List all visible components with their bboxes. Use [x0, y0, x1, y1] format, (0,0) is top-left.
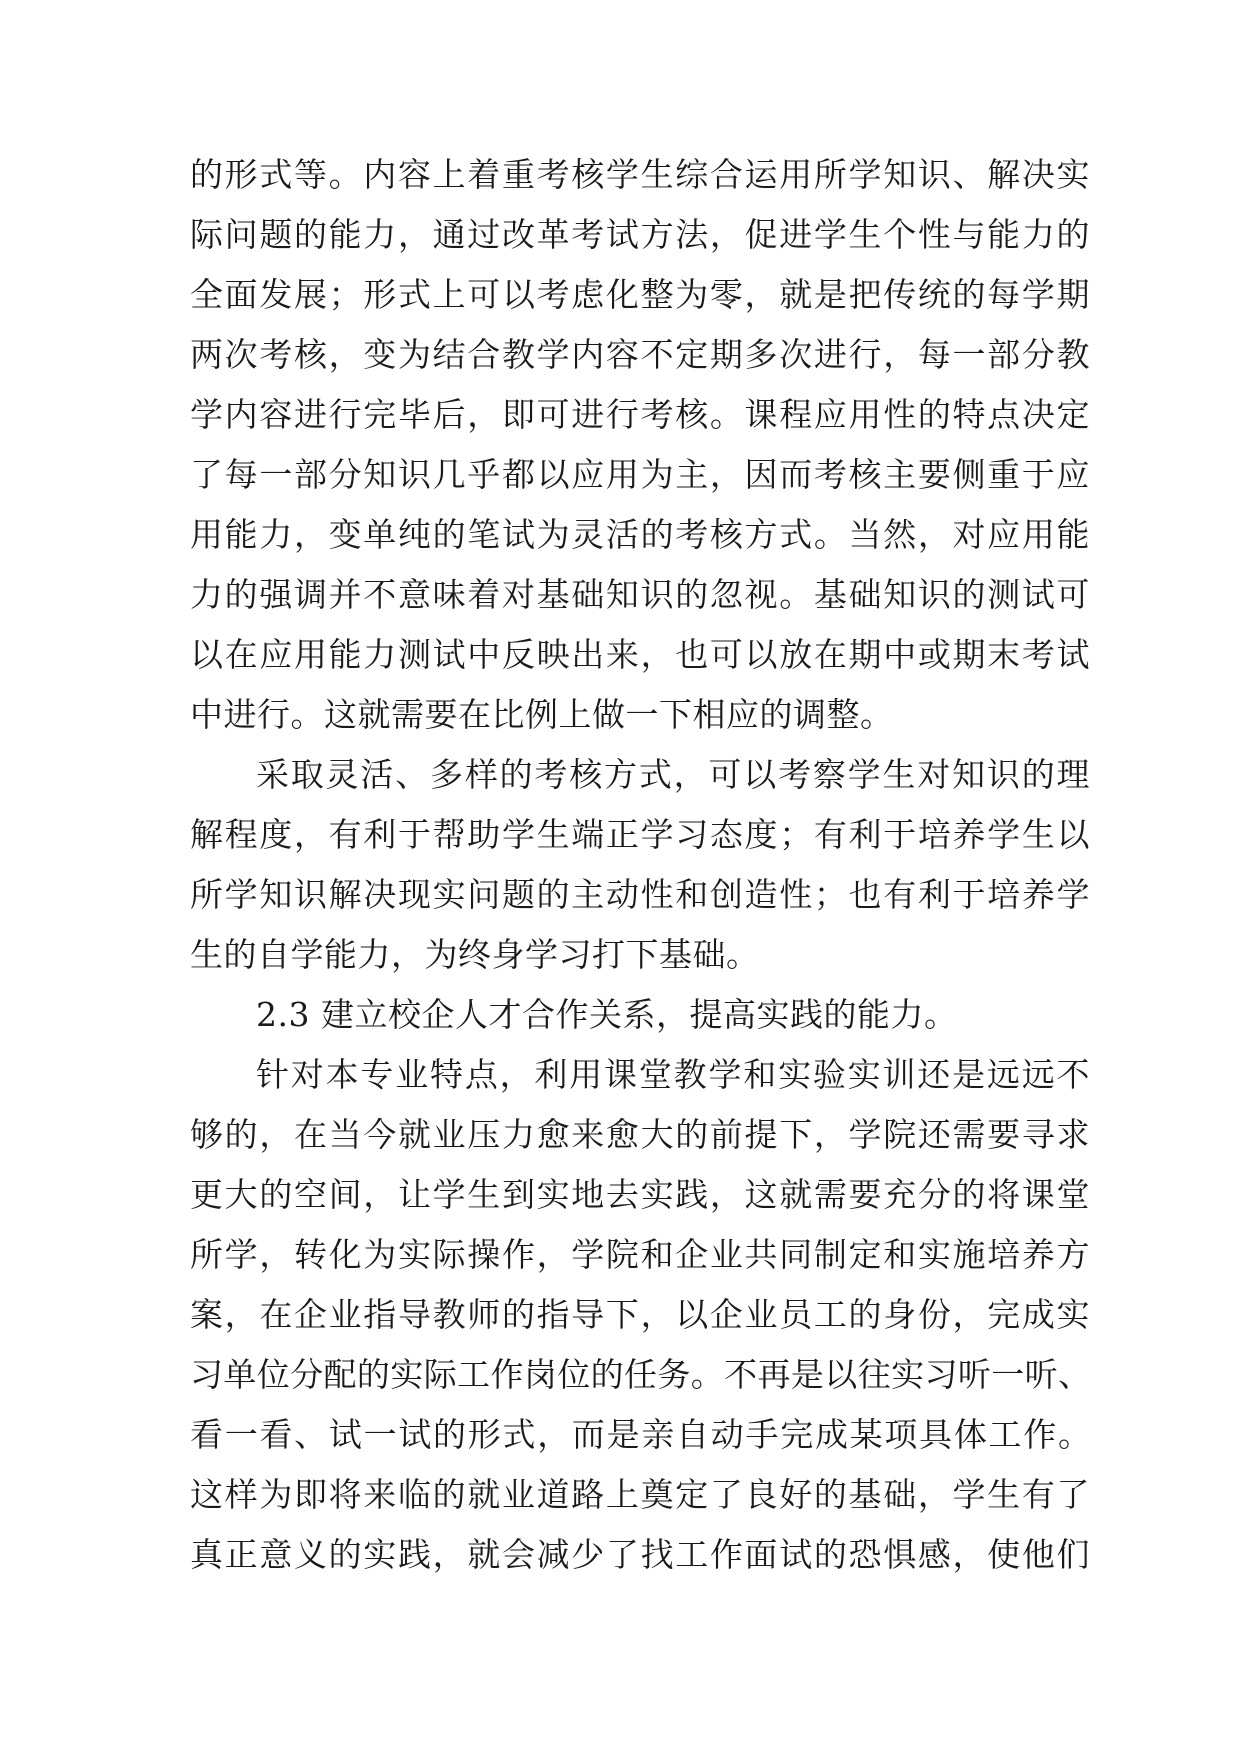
text-line: 真正意义的实践，就会减少了找工作面试的恐惧感，使他们	[190, 1535, 1090, 1574]
text-line: 生的自学能力，为终身学习打下基础。	[190, 935, 760, 974]
text-line: 的形式等。内容上着重考核学生综合运用所学知识、解决实	[190, 155, 1090, 194]
text-line: 够的，在当今就业压力愈来愈大的前提下，学院还需要寻求	[190, 1115, 1090, 1154]
text-line: 看一看、试一试的形式，而是亲自动手完成某项具体工作。	[190, 1415, 1090, 1454]
text-line: 案，在企业指导教师的指导下，以企业员工的身份，完成实	[190, 1295, 1090, 1334]
text-line: 解程度，有利于帮助学生端正学习态度；有利于培养学生以	[190, 815, 1090, 854]
text-line: 针对本专业特点，利用课堂教学和实验实训还是远远不	[256, 1055, 1090, 1094]
text-line: 用能力，变单纯的笔试为灵活的考核方式。当然，对应用能	[190, 515, 1090, 554]
section-heading-text: 2.3 建立校企人才合作关系，提高实践的能力。	[256, 995, 958, 1034]
text-line: 采取灵活、多样的考核方式，可以考察学生对知识的理	[256, 755, 1090, 794]
paragraph-school-enterprise	[190, 1045, 1090, 1585]
text-line: 所学知识解决现实问题的主动性和创造性；也有利于培养学	[190, 875, 1090, 914]
text-line: 学内容进行完毕后，即可进行考核。课程应用性的特点决定	[190, 395, 1090, 434]
text-line: 所学，转化为实际操作，学院和企业共同制定和实施培养方	[190, 1235, 1090, 1274]
section-heading	[190, 985, 1090, 1045]
text-line: 际问题的能力，通过改革考试方法，促进学生个性与能力的	[190, 215, 1090, 254]
text-line: 两次考核，变为结合教学内容不定期多次进行，每一部分教	[190, 335, 1090, 374]
text-line: 习单位分配的实际工作岗位的任务。不再是以往实习听一听、	[190, 1355, 1090, 1394]
text-line: 这样为即将来临的就业道路上奠定了良好的基础，学生有了	[190, 1475, 1090, 1514]
text-line: 力的强调并不意味着对基础知识的忽视。基础知识的测试可	[190, 575, 1090, 614]
text-line: 全面发展；形式上可以考虑化整为零，就是把传统的每学期	[190, 275, 1090, 314]
paragraph-exam-reform	[190, 145, 1090, 745]
text-line: 更大的空间，让学生到实地去实践，这就需要充分的将课堂	[190, 1175, 1090, 1214]
text-line: 中进行。这就需要在比例上做一下相应的调整。	[190, 695, 894, 734]
text-line: 以在应用能力测试中反映出来，也可以放在期中或期末考试	[190, 635, 1090, 674]
text-line: 了每一部分知识几乎都以应用为主，因而考核主要侧重于应	[190, 455, 1090, 494]
paragraph-assessment-methods	[190, 745, 1090, 985]
document-page	[190, 145, 1090, 1585]
